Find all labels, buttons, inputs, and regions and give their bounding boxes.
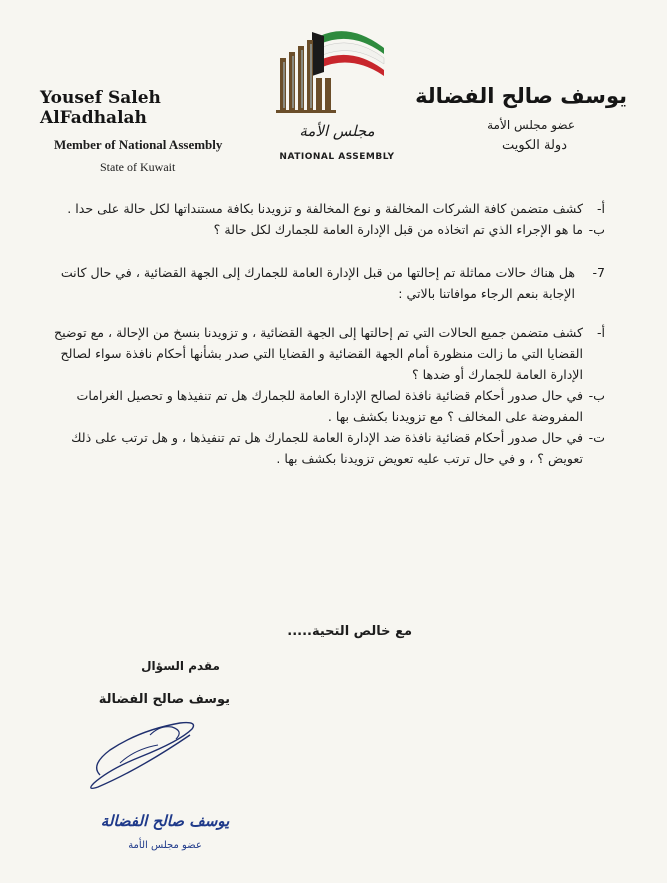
member-role-en: Member of National Assembly <box>54 137 223 152</box>
official-stamp <box>95 810 235 865</box>
item-marker: أ- <box>596 325 605 340</box>
item-marker: ب- <box>588 388 605 403</box>
logo-title-en: NATIONAL ASSEMBLY <box>279 152 395 162</box>
state-en: State of Kuwait <box>100 160 176 174</box>
letter-body <box>50 198 605 469</box>
presenter-name: يوسف صالح الفضالة <box>98 692 230 707</box>
member-name-en: Yousef Saleh AlFadhalah <box>40 88 161 128</box>
item-7a <box>50 322 605 385</box>
assembly-emblem-icon <box>272 18 402 118</box>
item-marker: ب- <box>588 222 605 237</box>
item-text: في حال صدور أحكام قضائية نافذة ضد الإدارة العامة للجمارك هل تم تنفيذها ، و هل ترتب على ذلك تعويض ؟ ، و في حال ترتب عليه تعويض تزويدنا بكشف بها . <box>71 430 583 466</box>
item-7b <box>50 385 605 427</box>
item-text: ما هو الإجراء الذي تم اتخاذه من قبل الإدارة العامة للجمارك لكل حالة ؟ <box>213 222 583 237</box>
presenter-label: مقدم السؤال <box>141 659 220 673</box>
item-text: هل هناك حالات مماثلة تم إحالتها من قبل الإدارة العامة للجمارك إلى الجهة القضائية ، في حال كانت الإجابة بنعم الرجاء موافاتنا بالاتي : <box>60 265 575 301</box>
item-text: كشف متضمن جميع الحالات التي تم إحالتها إلى الجهة القضائية ، و تزويدنا بنسخ من الإحالة ، مع توضيح القضايا التي ما زالت منظورة أمام الجهة القضائية و القضايا التي صدر بشأنها أحكام نافذة سواء لصالح الإدارة العامة للجمارك أو ضدها ؟ <box>53 325 583 382</box>
state-ar: دولة الكويت <box>502 138 567 153</box>
item-marker: ت- <box>588 430 605 445</box>
item-marker: 7- <box>592 265 605 280</box>
item-text: كشف متضمن كافة الشركات المخالفة و نوع المخالفة و تزويدنا بكافة مستنداتها لكل حالة على حدا . <box>67 201 583 216</box>
item-7c <box>50 427 605 469</box>
handwritten-signature <box>80 705 210 795</box>
member-role-ar: عضو مجلس الأمة <box>487 118 575 132</box>
letterhead <box>0 0 667 175</box>
item-text: في حال صدور أحكام قضائية نافذة لصالح الإدارة العامة للجمارك هل تم تنفيذها و تحصيل الغرامات المفروضة على المخالف ؟ مع تزويدنا بكشف بها . <box>76 388 583 424</box>
item-7 <box>50 262 605 304</box>
item-6b <box>50 219 605 240</box>
member-name-ar: يوسف صالح الفضالة <box>415 84 627 108</box>
english-letterhead <box>40 88 240 175</box>
closing-greeting: مع خالص التحية..... <box>287 624 412 639</box>
logo-title-ar: مجلس الأمة <box>299 122 375 140</box>
stamp-role: عضو مجلس الأمة <box>128 840 202 851</box>
item-6a <box>50 198 605 219</box>
arabic-letterhead <box>387 84 627 153</box>
national-assembly-logo <box>272 18 402 168</box>
item-marker: أ- <box>596 201 605 216</box>
stamp-name: يوسف صالح الفضالة <box>100 812 230 830</box>
